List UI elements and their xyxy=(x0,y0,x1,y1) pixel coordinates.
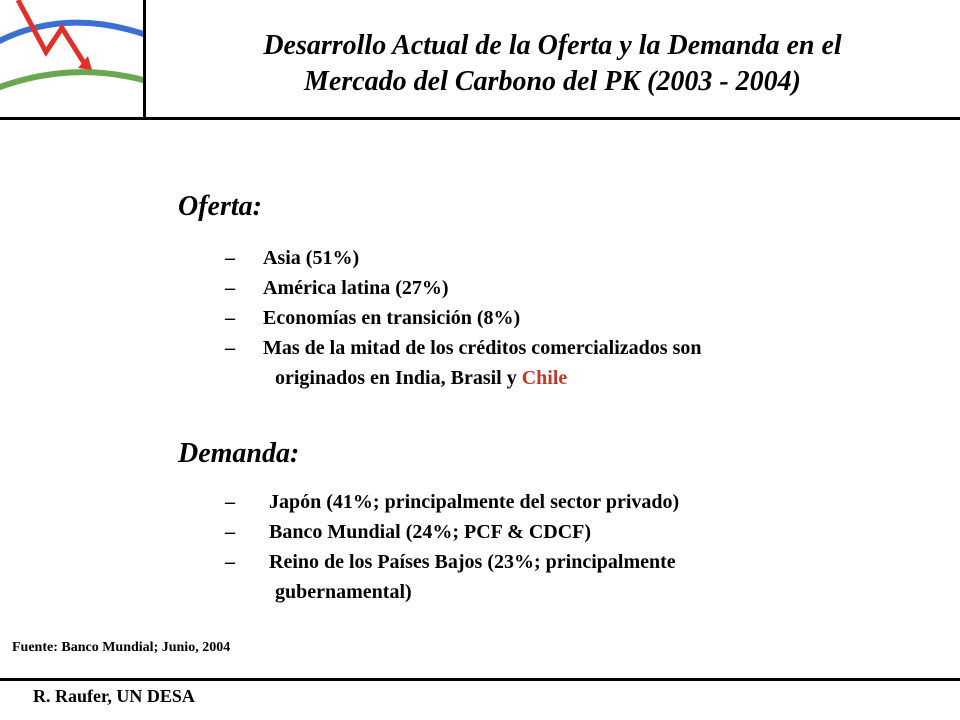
logo-red-arrow xyxy=(18,0,86,66)
page-title xyxy=(150,28,955,100)
logo-green-arc xyxy=(0,72,146,95)
bullet-dash: – xyxy=(225,491,235,513)
source-note: Fuente: Banco Mundial; Junio, 2004 xyxy=(12,640,231,655)
oferta-list xyxy=(225,243,701,393)
bullet-dash: – xyxy=(225,337,235,359)
author-footer: R. Raufer, UN DESA xyxy=(33,686,195,706)
list-item: – América latina (27%) xyxy=(225,273,701,303)
list-item: – Economías en transición (8%) xyxy=(225,303,701,333)
bullet-dash: – xyxy=(225,277,235,299)
bullet-dash: – xyxy=(225,307,235,329)
bullet-dash: – xyxy=(225,247,235,269)
list-item: – Mas de la mitad de los créditos comercializados son originados en India, Brasil y Chile xyxy=(225,333,701,393)
title-line-2: Mercado del Carbono del PK (2003 - 2004) xyxy=(304,66,801,97)
header-vertical-divider xyxy=(143,0,146,118)
list-item: – Reino de los Países Bajos (23%; principalmente gubernamental) xyxy=(225,547,679,607)
logo-graphic xyxy=(0,0,146,118)
demanda-heading: Demanda: xyxy=(178,438,300,469)
list-item: – Asia (51%) xyxy=(225,243,701,273)
bullet-dash: – xyxy=(225,551,235,573)
header-divider xyxy=(0,117,960,120)
list-item: – Japón (41%; principalmente del sector privado) xyxy=(225,487,679,517)
demanda-list xyxy=(225,487,679,607)
bullet-dash: – xyxy=(225,521,235,543)
list-item: – Banco Mundial (24%; PCF & CDCF) xyxy=(225,517,679,547)
title-line-1: Desarrollo Actual de la Oferta y la Demanda en el xyxy=(263,30,842,61)
oferta-heading: Oferta: xyxy=(178,191,262,222)
footer-divider xyxy=(0,678,960,681)
highlight-chile: Chile xyxy=(521,367,568,389)
